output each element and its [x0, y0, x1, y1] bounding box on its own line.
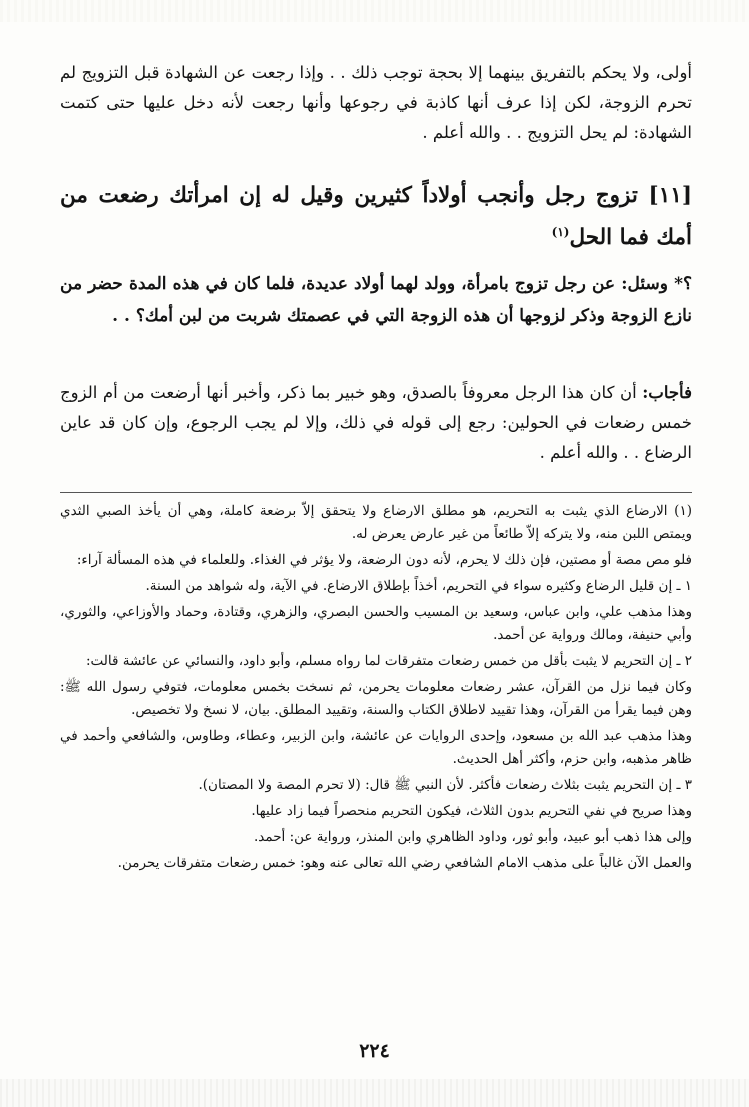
- page-number: ٢٢٤: [359, 1040, 390, 1062]
- answer-body: أن كان هذا الرجل معروفاً بالصدق، وهو خبير بما ذكر، وأخبر أنها أرضعت من أم الزوج خمس رضعات في الحولين: رجع إلى قوله في ذلك، وإلا لم يجب الرجوع، وإن كان قد عاين الرضاع . . والله أعلم .: [60, 383, 692, 462]
- footnote-line: ٢ ـ إن التحريم لا يثبت بأقل من خمس رضعات متفرقات لما رواه مسلم، وأبو داود، والنسائي عن عائشة قالت:: [86, 653, 692, 669]
- answer-paragraph: [60, 378, 692, 468]
- footnote-line: فلو مص مصة أو مصتين، فإن ذلك لا يحرم، لأنه دون الرضعة، ولا يؤثر في الغذاء. وللعلماء في هذه المسألة آراء:: [76, 552, 692, 568]
- scan-texture-bottom: [0, 1079, 749, 1107]
- footnotes: [60, 500, 692, 878]
- footnote-separator: [60, 492, 692, 493]
- paragraph-top: [60, 58, 692, 148]
- footnote-line: والعمل الآن غالباً على مذهب الامام الشافعي رضي الله تعالى عنه وهو: خمس رضعات متفرقات يحرمن.: [117, 855, 692, 871]
- footnote-line: وهذا مذهب علي، وابن عباس، وسعيد بن المسيب والحسن البصري، والزهري، وقتادة، وحماد والأوزاعي، والثوري، وأبي حنيفة، ومالك ورواية عن أحمد.: [60, 604, 692, 643]
- section-heading-text: [١١] تزوج رجل وأنجب أولاداً كثيرين وقيل له إن امرأتك رضعت من أمك فما الحل: [60, 183, 692, 251]
- footnote-line: ١ ـ إن قليل الرضاع وكثيره سواء في التحريم، أخذاً بإطلاق الارضاع. في الآية، وله شواهد من السنة.: [145, 578, 692, 594]
- scan-texture-top: [0, 0, 749, 22]
- answer-lead: فأجاب:: [642, 383, 692, 402]
- question-paragraph: [60, 268, 692, 332]
- footnote-line: (١) الارضاع الذي يثبت به التحريم، هو مطلق الارضاع ولا يتحقق إلاّ برضعة كاملة، وهي أن يأخذ الصبي الثدي ويمتص اللبن منه، ولا يتركه إلاّ طائعاً من غير عارض يعرض له.: [60, 503, 692, 542]
- paragraph-top-text: أولى، ولا يحكم بالتفريق بينهما إلا بحجة توجب ذلك . . وإذا رجعت عن الشهادة قبل التزويج لم تحرم الزوجة، لكن إذا عرف أنها كاذبة في رجوعها وأنها رجعت لأنه دخل عليها حتى كتمت الشهادة: لم يحل التزويج . . والله أعلم .: [60, 63, 692, 142]
- question-text: ؟* وسئل: عن رجل تزوج بامرأة، وولد لهما أولاد عديدة، فلما كان في هذه المدة حضر من نازع الزوجة وذكر لزوجها أن هذه الزوجة التي في عصمتك شربت من لبن أمك؟ . .: [60, 274, 692, 326]
- section-heading: [60, 178, 692, 256]
- footnote-line: وهذا مذهب عبد الله بن مسعود، وإحدى الروايات عن عائشة، وابن الزبير، وعطاء، وطاوس، والشافعي وأحمد في ظاهر مذهبه، وابن حزم، وأكثر أهل الحديث.: [60, 728, 692, 767]
- footnote-ref: (١): [551, 225, 570, 239]
- footnote-line: وكان فيما نزل من القرآن، عشر رضعات معلومات يحرمن، ثم نسخت بخمس معلومات، فتوفي رسول الله ﷺ: وهن فيما يقرأ من القرآن، وهذا تقييد لاطلاق الكتاب والسنة، وتقييد المطلق. بيان، لا نسخ ولا تخصيص.: [60, 679, 692, 718]
- footnote-line: ٣ ـ إن التحريم يثبت بثلاث رضعات فأكثر. لأن النبي ﷺ قال: (لا تحرم المصة ولا المصتان).: [198, 777, 692, 793]
- footnote-line: وإلى هذا ذهب أبو عبيد، وأبو ثور، وداود الظاهري وابن المنذر، ورواية عن: أحمد.: [254, 829, 692, 845]
- footnote-line: وهذا صريح في نفي التحريم بدون الثلاث، فيكون التحريم منحصراً فيما زاد عليها.: [251, 803, 692, 819]
